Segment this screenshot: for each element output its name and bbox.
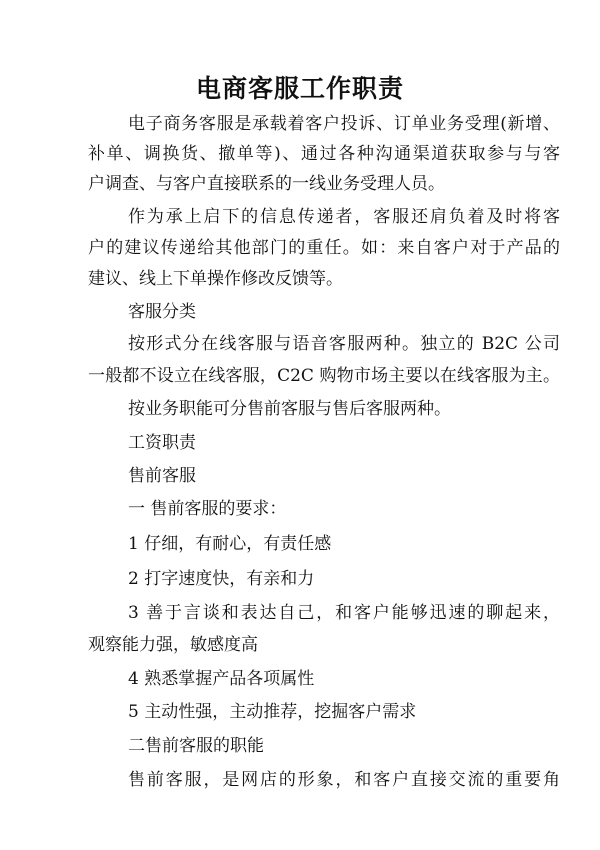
paragraph-line: 作为承上启下的信息传递者，客服还肩负着及时将客	[128, 207, 560, 227]
list-item: 2 打字速度快，有亲和力	[128, 569, 315, 589]
list-item: 5 主动性强，主动推荐，挖掘客户需求	[128, 702, 417, 722]
section-heading: 客服分类	[128, 302, 196, 322]
paragraph-line: 按业务职能可分售前客服与售后客服两种。	[128, 399, 451, 419]
paragraph-line: 户的建议传递给其他部门的重任。如：来自客户对于产品的	[88, 238, 560, 258]
list-heading: 二售前客服的职能	[128, 736, 264, 756]
paragraph-line: 电子商务客服是承载着客户投诉、订单业务受理(新增、	[128, 114, 560, 134]
paragraph-line: 按形式分在线客服与语音客服两种。独立的 B2C 公司	[128, 334, 560, 354]
list-item: 1 仔细，有耐心，有责任感	[128, 534, 332, 554]
document-title: 电商客服工作职责	[195, 74, 404, 103]
list-item-continuation: 观察能力强，敏感度高	[88, 635, 258, 655]
paragraph-line: 补单、调换货、撤单等)、通过各种沟通渠道获取参与与客	[88, 144, 560, 164]
paragraph-line: 一般都不设立在线客服，C2C 购物市场主要以在线客服为主。	[88, 366, 560, 386]
list-heading: 一 售前客服的要求：	[128, 499, 287, 519]
section-heading: 工资职责	[128, 433, 196, 453]
paragraph-line: 售前客服，是网店的形象，和客户直接交流的重要角	[128, 770, 560, 790]
paragraph-line: 建议、线上下单操作修改反馈等。	[88, 269, 343, 289]
section-heading: 售前客服	[128, 466, 196, 486]
list-item: 3 善于言谈和表达自己，和客户能够迅速的聊起来，	[128, 603, 560, 623]
paragraph-line: 户调查、与客户直接联系的一线业务受理人员。	[88, 174, 445, 194]
list-item: 4 熟悉掌握产品各项属性	[128, 669, 315, 689]
